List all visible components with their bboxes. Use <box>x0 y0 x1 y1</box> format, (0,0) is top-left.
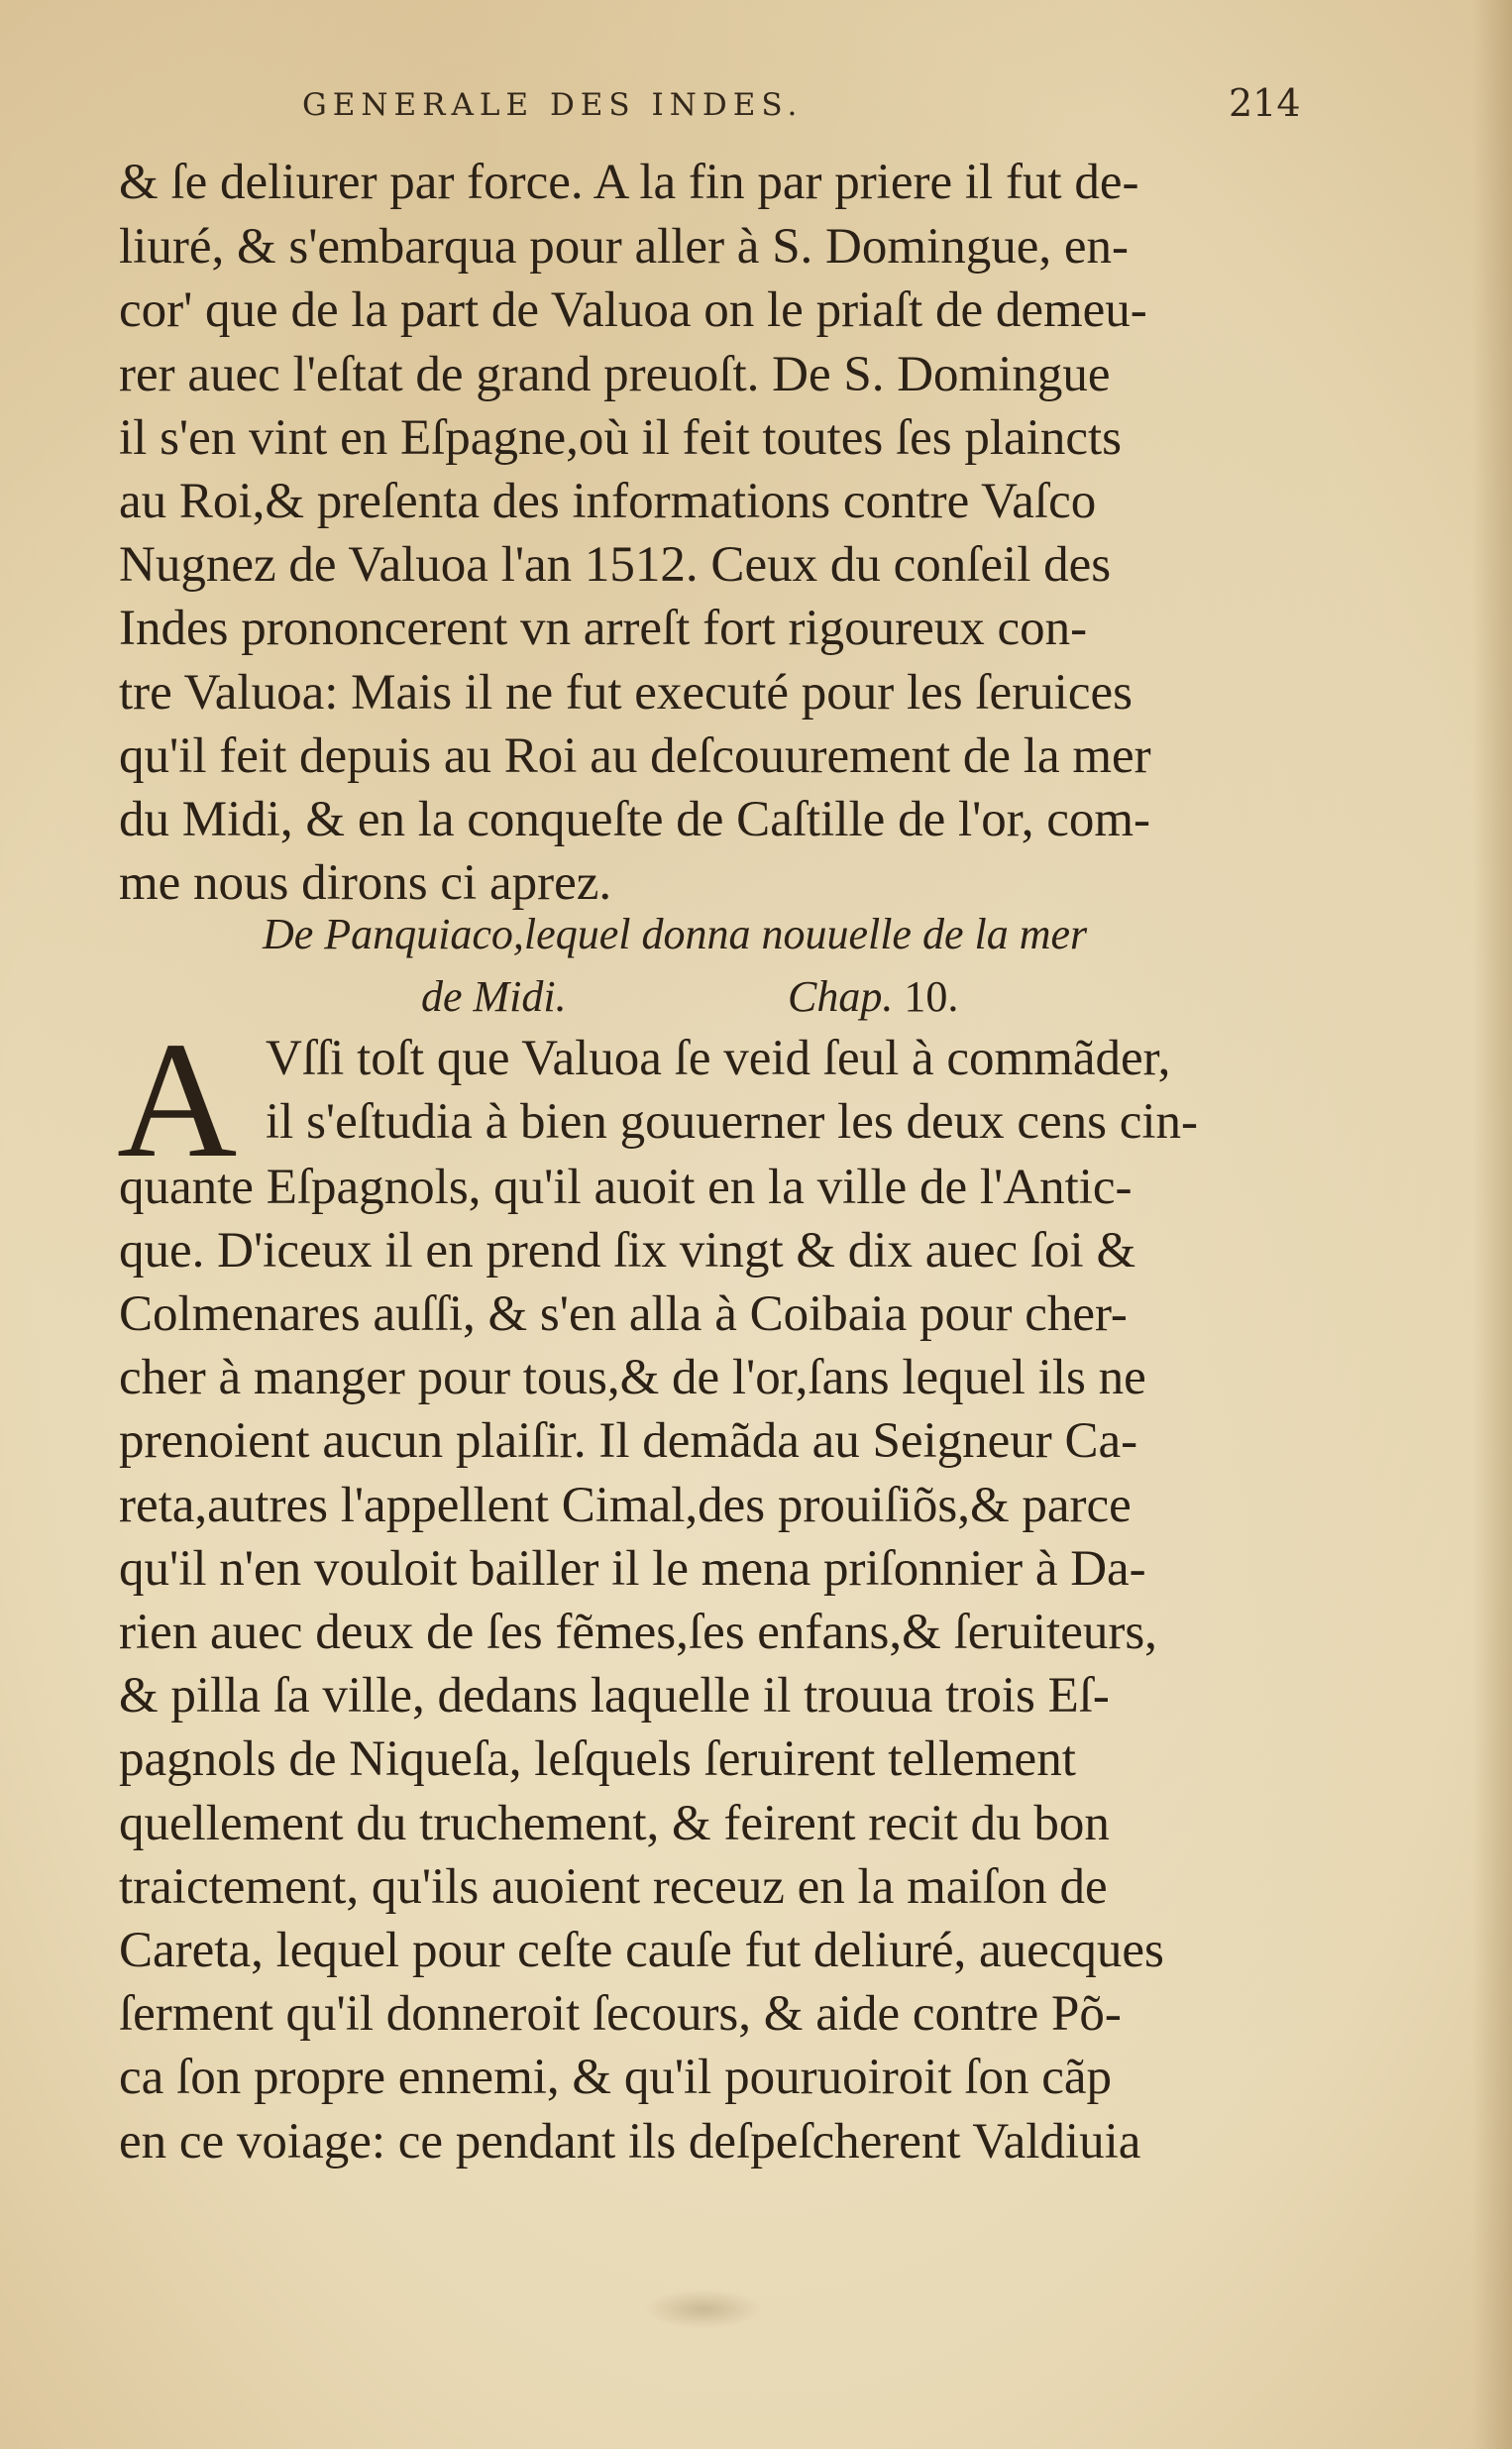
chapter-number <box>788 971 958 1022</box>
text-line: qu'il feit depuis au Roi au deſcouurement de la mer <box>119 728 1151 784</box>
text-line: rien auec deux de ſes fẽmes,ſes enfans,& ſeruiteurs, <box>119 1605 1157 1660</box>
text-line: en ce voiage: ce pendant ils deſpeſcherent Valdiuia <box>119 2114 1141 2170</box>
text-line: Careta, lequel pour ceſte cauſe fut deliuré, auecques <box>119 1923 1164 1978</box>
chapter-label: Chap. <box>788 972 894 1021</box>
text-line: pagnols de Niqueſa, leſquels ſeruirent tellement <box>119 1731 1076 1787</box>
text-line: cher à manger pour tous,& de l'or,ſans lequel ils ne <box>119 1350 1146 1405</box>
text-line: & pilla ſa ville, dedans laquelle il trouua trois Eſ- <box>119 1668 1110 1724</box>
text-line: Nugnez de Valuoa l'an 1512. Ceux du conſeil des <box>119 537 1112 593</box>
text-line: rer auec l'eſtat de grand preuoſt. De S. Domingue <box>119 347 1111 402</box>
text-line: tre Valuoa: Mais il ne fut executé pour les ſeruices <box>119 665 1133 721</box>
paper-stain <box>644 2289 763 2329</box>
text-line: Vſſi toſt que Valuoa ſe veid ſeul à commãder, <box>266 1031 1171 1086</box>
text-line: & ſe deliurer par force. A la fin par priere il fut de- <box>119 155 1139 210</box>
text-line: ca ſon propre ennemi, & qu'il pouruoiroit ſon cãp <box>119 2050 1113 2105</box>
text-line: prenoient aucun plaiſir. Il demãda au Seigneur Ca- <box>119 1413 1138 1469</box>
text-line: que. D'iceux il en prend ſix vingt & dix auec ſoi & <box>119 1223 1136 1279</box>
text-line: cor' que de la part de Valuoa on le priaſt de demeu- <box>119 282 1147 338</box>
text-line: quellement du truchement, & feirent recit du bon <box>119 1796 1110 1851</box>
text-line: qu'il n'en vouloit bailler il le mena priſonnier à Da- <box>119 1541 1146 1597</box>
chapter-heading-line2: de Midi. <box>421 972 567 1021</box>
chapter-heading-line1: De Panquiaco,lequel donna nouuelle de la mer <box>263 910 1088 958</box>
text-line: il s'eſtudia à bien gouuerner les deux cens cin- <box>266 1094 1199 1150</box>
text-line: Colmenares auſſi, & s'en alla à Coibaia pour cher- <box>119 1286 1128 1342</box>
text-line: liuré, & s'embarqua pour aller à S. Domingue, en- <box>119 219 1129 275</box>
text-line: au Roi,& preſenta des informations contre Vaſco <box>119 474 1097 529</box>
text-line: traictement, qu'ils auoient receuz en la maiſon de <box>119 1859 1108 1915</box>
text-line: Indes prononcerent vn arreſt fort rigoureux con- <box>119 601 1088 656</box>
page-edge-shadow <box>1472 0 1512 2449</box>
text-line: reta,autres l'appellent Cimal,des prouiſiõs,& parce <box>119 1478 1132 1533</box>
running-head: GENERALE DES INDES. <box>302 87 804 123</box>
text-line: il s'en vint en Eſpagne,où il feit toutes ſes plaincts <box>119 410 1122 466</box>
drop-cap: A <box>117 1008 238 1192</box>
text-line: du Midi, & en la conqueſte de Caſtille de l'or, com- <box>119 792 1151 847</box>
page-number: 214 <box>1229 81 1301 125</box>
text-line: ſerment qu'il donneroit ſecours, & aide contre Põ- <box>119 1986 1122 2042</box>
text-line: me nous dirons ci aprez. <box>119 855 612 911</box>
text-line: quante Eſpagnols, qu'il auoit en la ville de l'Antic- <box>119 1160 1133 1215</box>
chapter-number-value: 10. <box>904 972 959 1021</box>
